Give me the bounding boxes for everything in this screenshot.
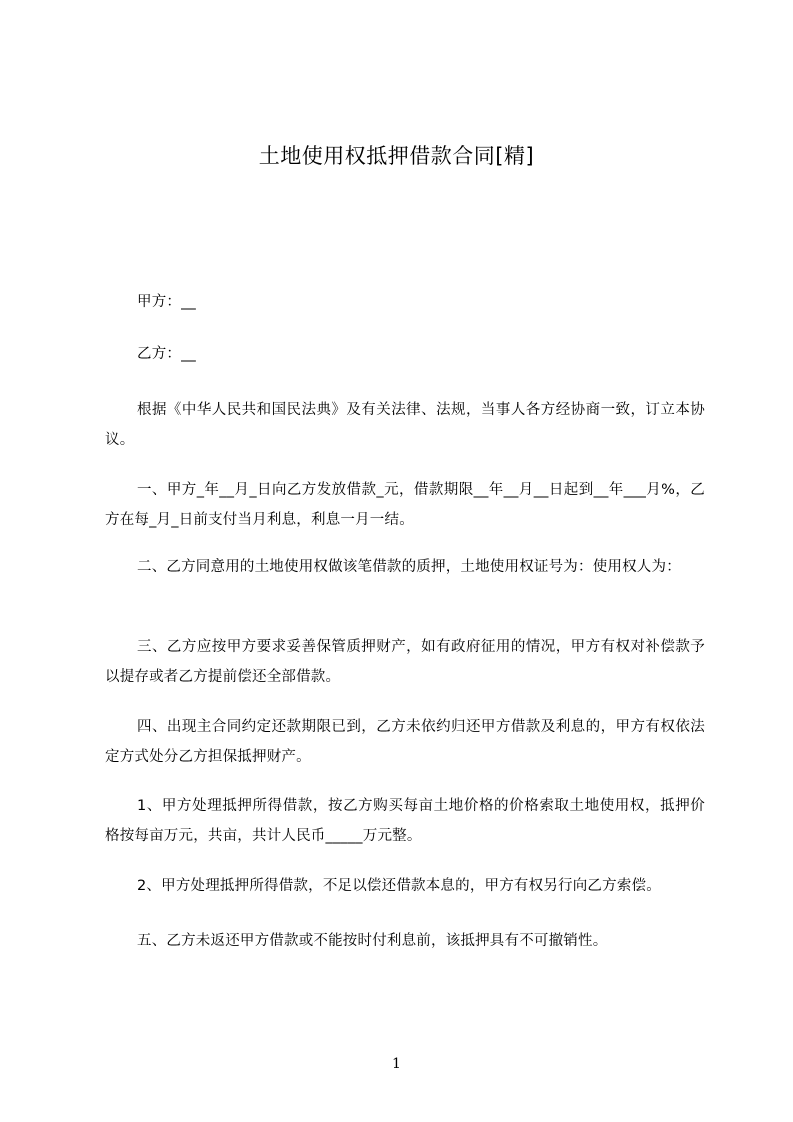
party-a-line: 甲方：__ [137, 294, 196, 310]
clause-4-paragraph: 四、出现主合同约定还款期限已到，乙方未依约归还甲方借款及利息的，甲方有权依法定方式处分乙方担保抵押财产。 [105, 719, 705, 765]
clause-3-paragraph: 三、乙方应按甲方要求妥善保管质押财产，如有政府征用的情况，甲方有权对补偿款予以提存或者乙方提前偿还全部借款。 [105, 639, 705, 685]
clause-4-item-2-paragraph: 2、甲方处理抵押所得借款，不足以偿还借款本息的，甲方有权另行向乙方索偿。 [137, 878, 661, 894]
clause-5-paragraph: 五、乙方未返还甲方借款或不能按时付利息前，该抵押具有不可撤销性。 [137, 933, 608, 949]
clause-1-paragraph: 一、甲方_年__月_日向乙方发放借款_元，借款期限__年__月__日起到__年___月%，乙方在每_月_日前支付当月利息，利息一月一结。 [105, 482, 705, 528]
preamble-paragraph: 根据《中华人民共和国民法典》及有关法律、法规，当事人各方经协商一致，订立本协议。 [105, 402, 705, 448]
page-number: 1 [392, 1056, 401, 1072]
clause-4-item-1-paragraph: 1、甲方处理抵押所得借款，按乙方购买每亩土地价格的价格索取土地使用权，抵押价格按每亩万元，共亩，共计人民币_____万元整。 [105, 798, 705, 844]
party-b-line: 乙方：__ [137, 346, 196, 362]
document-title: 土地使用权抵押借款合同[精] [258, 144, 535, 168]
clause-2-paragraph: 二、乙方同意用的土地使用权做该笔借款的质押，土地使用权证号为：使用权人为： [137, 559, 681, 575]
